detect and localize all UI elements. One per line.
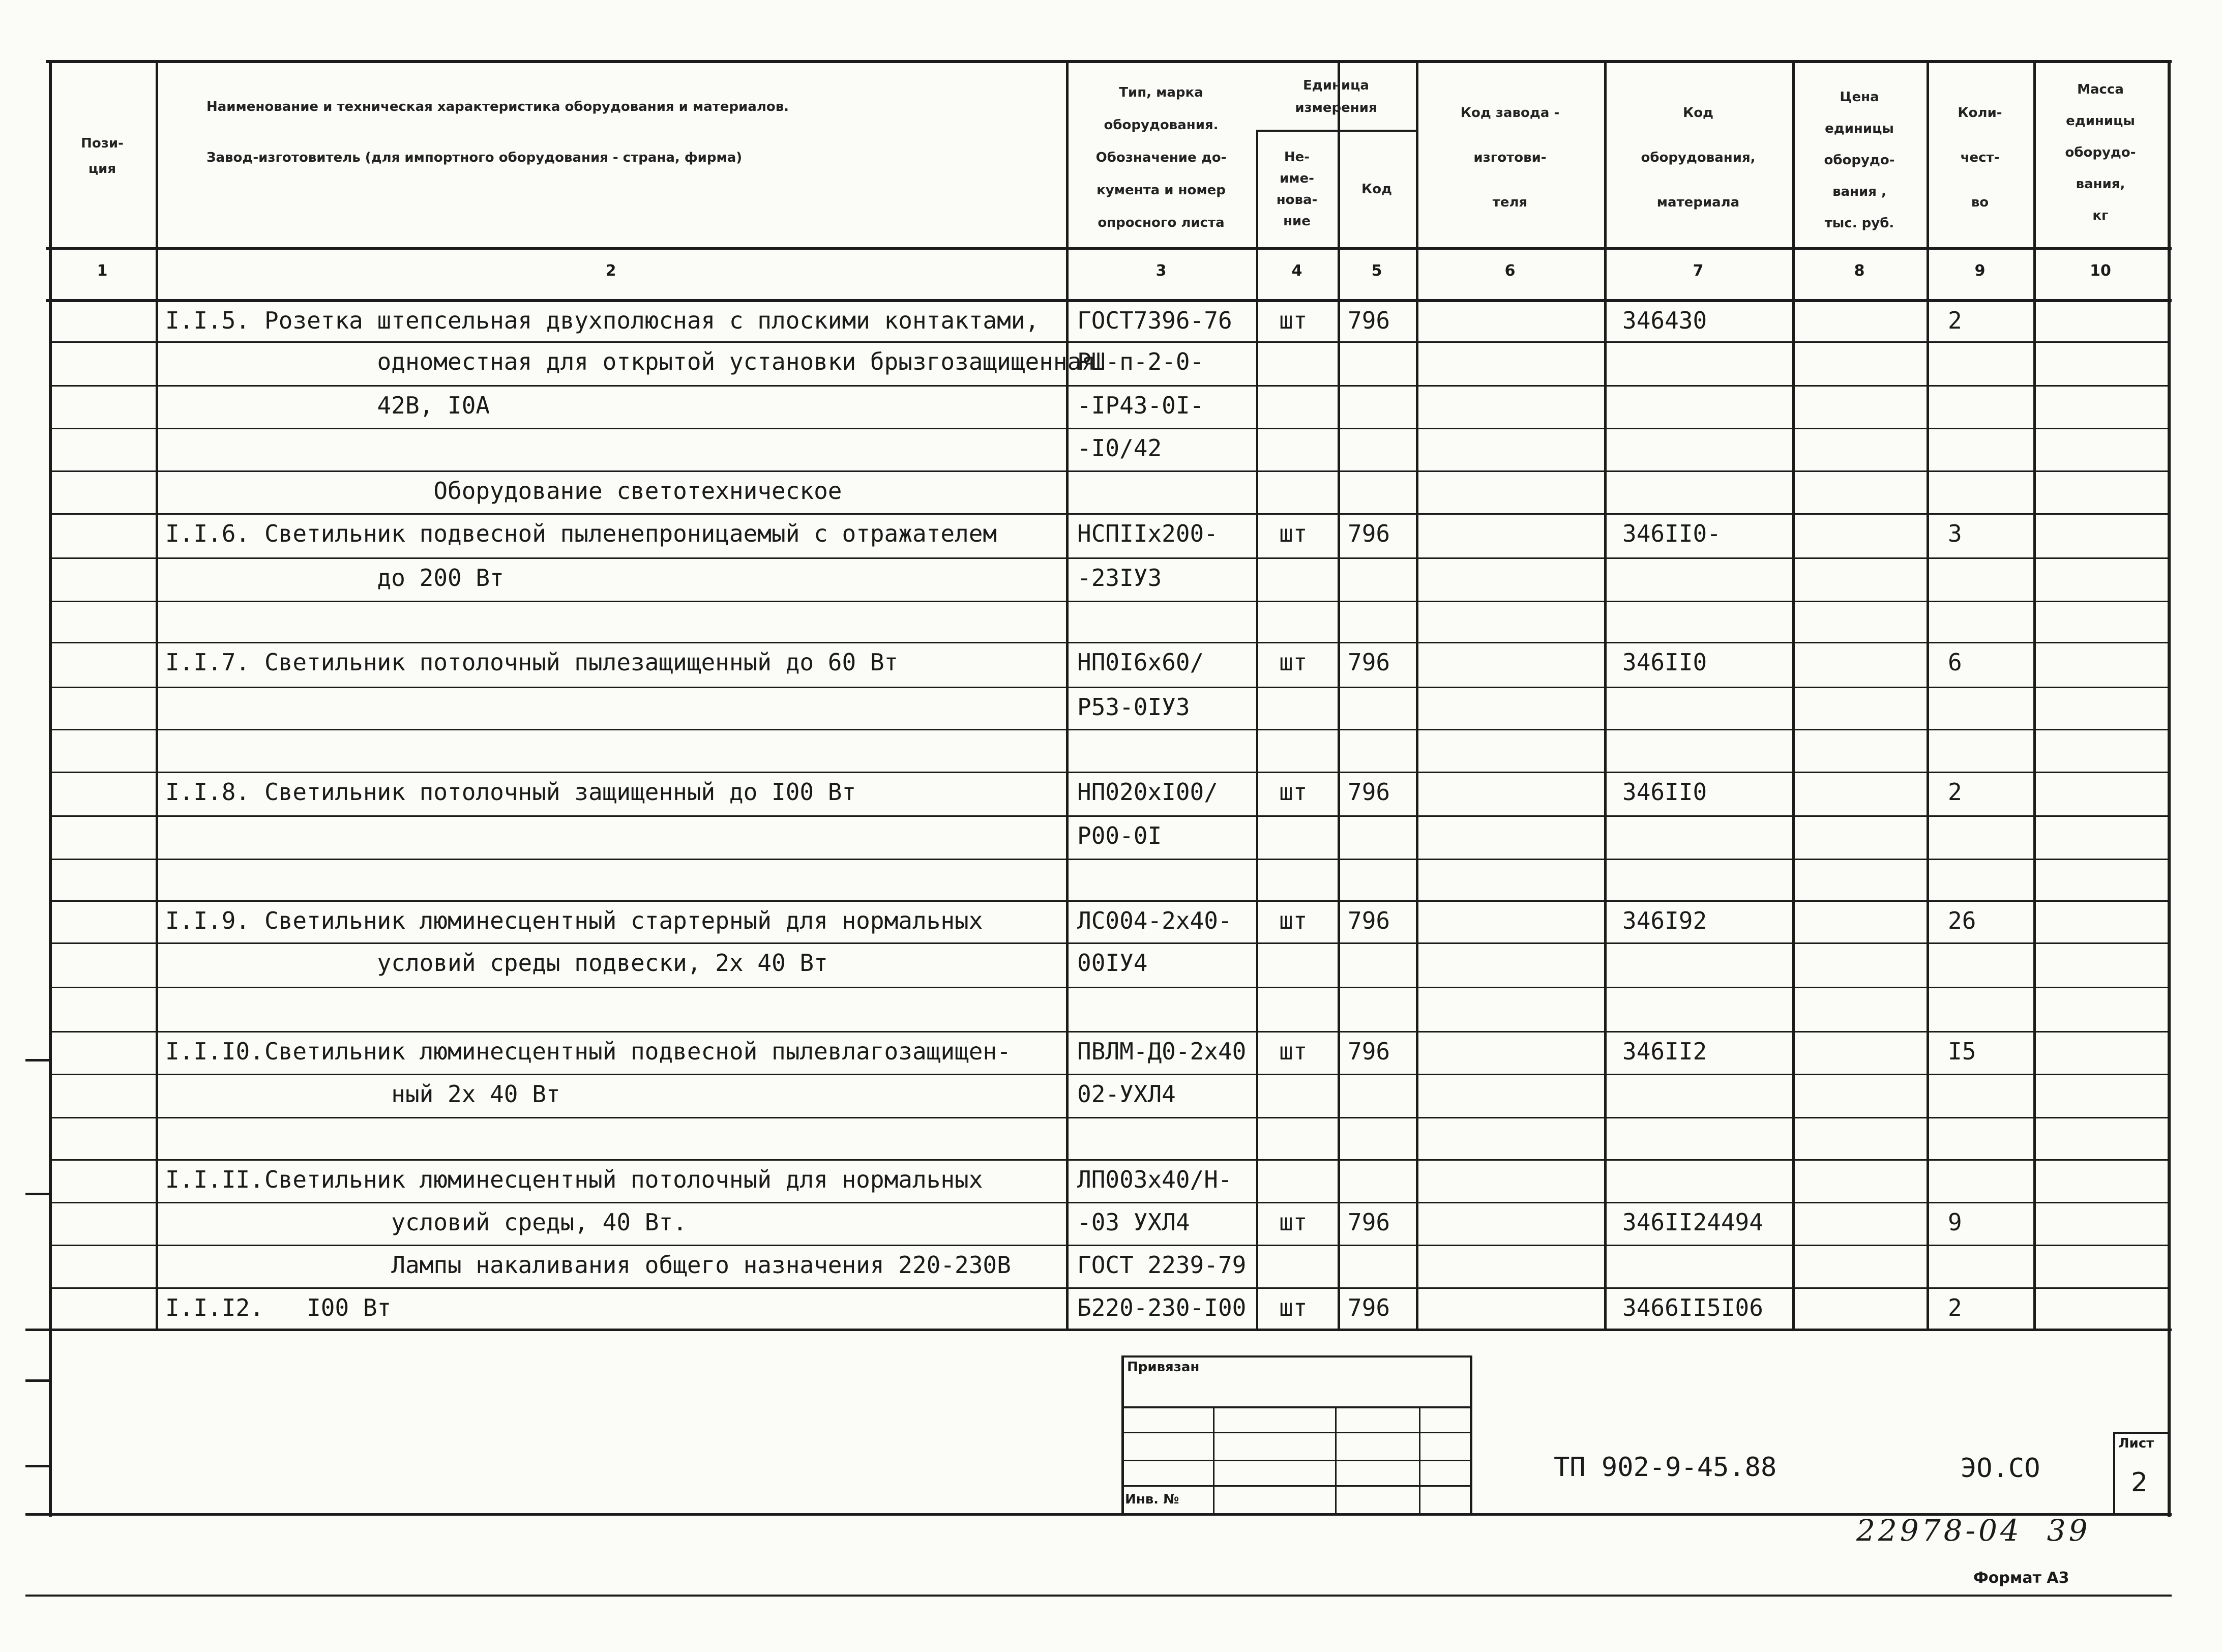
row-rule [49, 987, 2168, 988]
row-unit: шт [1279, 907, 1308, 934]
column-number: 5 [1371, 262, 1382, 280]
row-rule [49, 513, 2168, 515]
header-line: Наименование и техническая характеристика оборудования и материалов. [206, 99, 789, 114]
row-equipment-code: 346430 [1622, 307, 1707, 334]
margin-tick [25, 1193, 49, 1195]
row-name: одноместная для открытой установки брызгозащищенная [264, 348, 1095, 375]
row-rule [49, 601, 2168, 602]
row-position: I.I.II. [165, 1166, 264, 1193]
row-rule [49, 1245, 2168, 1246]
row-unit: шт [1279, 778, 1308, 806]
row-position: I.I.I2. [165, 1294, 264, 1321]
row-position: I.I.6. [165, 520, 250, 547]
row-equipment-code: 346II24494 [1622, 1208, 1763, 1236]
document-designation: ТП 902-9-45.88 [1554, 1452, 1777, 1483]
row-quantity: 2 [1948, 307, 1962, 334]
document-mark: ЭО.СО [1961, 1453, 2040, 1484]
row-unit-code: 796 [1348, 1208, 1390, 1236]
numbers-bottom-rule [46, 299, 2172, 302]
header-line: оборудования, [1641, 150, 1756, 165]
column-number: 6 [1504, 262, 1516, 280]
row-unit: шт [1279, 1294, 1308, 1321]
stamp-inv-label: Инв. № [1125, 1492, 1179, 1507]
row-quantity: 3 [1948, 520, 1962, 547]
header-line: ние [1283, 213, 1311, 229]
row-quantity: I5 [1948, 1038, 1976, 1065]
row-position: I.I.I0. [165, 1038, 264, 1065]
header-line: оборудо- [1824, 153, 1895, 168]
column-number: 1 [97, 262, 108, 280]
table-right-rule [2168, 60, 2171, 1329]
row-type: -IP43-0I- [1077, 392, 1204, 419]
row-type: ЛС004-2х40- [1077, 907, 1232, 934]
header-line: опросного листа [1098, 215, 1225, 230]
row-rule [49, 385, 2168, 387]
row-rule [49, 1031, 2168, 1032]
stamp-rule [1213, 1406, 1214, 1513]
row-quantity: 2 [1948, 778, 1962, 806]
header-line: во [1971, 195, 1989, 210]
header-line: Не- [1284, 149, 1310, 165]
header-line: Коли- [1958, 105, 2002, 121]
row-name: Розетка штепсельная двухполюсная с плоскими контактами, [264, 307, 1040, 334]
row-name: Светильник подвесной пыленепроницаемый с отражателем [264, 520, 997, 547]
row-unit: шт [1279, 648, 1308, 676]
header-mass [2033, 69, 2168, 237]
row-rule [49, 557, 2168, 559]
stamp-rule [1335, 1406, 1337, 1513]
row-type: Р00-0I [1077, 822, 1162, 849]
row-name: Светильник люминесцентный стартерный для нормальных [264, 907, 983, 934]
column-number: 2 [605, 262, 616, 280]
sheet-right-rule [2168, 1329, 2171, 1517]
row-name: Светильник люминесцентный подвесной пылевлагозащищен- [264, 1038, 1011, 1065]
row-rule [49, 341, 2168, 343]
row-rule [49, 642, 2168, 643]
header-line: материала [1656, 195, 1740, 210]
format-label: Формат А3 [1973, 1569, 2069, 1587]
row-name: условий среды подвески, 2х 40 Вт [264, 949, 828, 977]
row-type: -I0/42 [1077, 434, 1162, 462]
row-position: I.I.9. [165, 907, 250, 934]
stamp-rule [1419, 1406, 1420, 1513]
header-position [49, 64, 156, 248]
row-unit: шт [1279, 1208, 1308, 1236]
column-number: 3 [1156, 262, 1167, 280]
header-line: изготови- [1473, 150, 1547, 165]
row-equipment-code: 346II0- [1622, 520, 1721, 547]
header-line: Пози- [81, 135, 124, 151]
row-rule [49, 900, 2168, 902]
margin-tick [25, 1465, 49, 1467]
row-rule [49, 1202, 2168, 1203]
row-unit-code: 796 [1348, 307, 1390, 334]
stamp-rule [1121, 1355, 1472, 1358]
header-plant-code [1416, 76, 1604, 239]
row-type: Б220-230-I00 [1077, 1294, 1247, 1321]
row-rule [49, 1287, 2168, 1289]
row-name: Светильник люминесцентный потолочный для нормальных [264, 1166, 983, 1193]
column-number: 9 [1974, 262, 1986, 280]
header-line: ция [88, 161, 116, 176]
row-equipment-code: 346II0 [1622, 648, 1707, 676]
column-number: 4 [1291, 262, 1302, 280]
stamp-bound-label: Привязан [1127, 1360, 1200, 1375]
row-type: НП020хI00/ [1077, 778, 1218, 806]
row-type: 02-УХЛ4 [1077, 1080, 1176, 1108]
row-name: условий среды, 40 Вт. [264, 1208, 687, 1236]
row-equipment-code: 346II0 [1622, 778, 1707, 806]
header-line: Масса [2077, 82, 2124, 97]
header-line: оборудо- [2065, 145, 2136, 160]
header-line: Код [1682, 105, 1714, 121]
row-unit-code: 796 [1348, 1038, 1390, 1065]
row-rule [49, 815, 2168, 817]
row-name: до 200 Вт [264, 564, 504, 592]
row-unit: шт [1279, 520, 1308, 547]
margin-tick [25, 1059, 49, 1061]
header-name [156, 81, 1071, 183]
header-equip-code [1604, 76, 1792, 239]
page-bottom-rule [25, 1595, 2172, 1597]
header-line: единицы [2066, 113, 2135, 129]
row-position: I.I.7. [165, 648, 250, 676]
row-rule [49, 942, 2168, 944]
row-name: Светильник потолочный защищенный до I00 Вт [264, 778, 856, 806]
header-unit-group [1256, 64, 1416, 130]
row-quantity: 6 [1948, 648, 1962, 676]
header-line: Цена [1840, 90, 1879, 105]
header-unit-code [1338, 130, 1416, 248]
row-quantity: 9 [1948, 1208, 1962, 1236]
row-rule [49, 1074, 2168, 1075]
row-type: ЛП003х40/Н- [1077, 1166, 1232, 1193]
header-line: кг [2092, 208, 2109, 223]
row-position: I.I.5. [165, 307, 250, 334]
header-type [1066, 71, 1256, 244]
header-line: Код завода - [1460, 105, 1560, 121]
header-qty [1927, 76, 2033, 239]
header-line: чест- [1960, 150, 2000, 165]
row-unit-code: 796 [1348, 1294, 1390, 1321]
header-line: Завод-изготовитель (для импортного оборудования - страна, фирма) [206, 150, 743, 165]
column-number: 7 [1693, 262, 1704, 280]
sheet-bottom-rule [25, 1513, 2172, 1516]
stamp-rule [1121, 1355, 1124, 1514]
row-rule [49, 729, 2168, 730]
header-line: теля [1492, 195, 1528, 210]
row-type: Р53-0IУ3 [1077, 693, 1190, 721]
row-quantity: 26 [1948, 907, 1976, 934]
row-name: Оборудование светотехническое [264, 477, 842, 505]
row-rule [49, 1159, 2168, 1161]
row-type: ГОСТ7396-76 [1077, 307, 1232, 334]
row-type: ПВЛМ-Д0-2х40 [1077, 1038, 1247, 1065]
margin-tick [25, 1379, 49, 1382]
header-line: Код [1361, 181, 1393, 197]
header-line: име- [1280, 170, 1314, 186]
header-line: оборудования. [1104, 117, 1219, 133]
header-unit-name [1256, 130, 1338, 248]
row-unit-code: 796 [1348, 778, 1390, 806]
header-line: единицы [1825, 121, 1894, 136]
row-equipment-code: 346II2 [1622, 1038, 1707, 1065]
header-line: вания , [1832, 184, 1886, 199]
header-line: тыс. руб. [1824, 216, 1894, 231]
row-type: -03 УХЛ4 [1077, 1208, 1190, 1236]
column-number: 8 [1854, 262, 1865, 280]
header-line: нова- [1276, 192, 1318, 208]
row-unit: шт [1279, 307, 1308, 334]
row-type: НП0I6х60/ [1077, 648, 1204, 676]
header-line: Обозначение до- [1095, 150, 1227, 165]
stamp-rule [2113, 1432, 2169, 1434]
row-equipment-code: 346I92 [1622, 907, 1707, 934]
row-equipment-code: 3466II5I06 [1622, 1294, 1763, 1321]
row-name: 42В, I0А [264, 392, 490, 419]
row-type: ГОСТ 2239-79 [1077, 1251, 1247, 1279]
row-type: -23IУ3 [1077, 564, 1162, 592]
row-rule [49, 687, 2168, 688]
row-rule [49, 428, 2168, 429]
row-type: РШ-п-2-0- [1077, 348, 1204, 375]
sheet-label: Лист [2118, 1436, 2154, 1451]
row-unit-code: 796 [1348, 520, 1390, 547]
row-rule [49, 772, 2168, 773]
header-line: кумента и номер [1097, 183, 1226, 198]
row-rule [49, 470, 2168, 472]
row-name: Лампы накаливания общего назначения 220-230В [264, 1251, 1011, 1279]
row-name: I00 Вт [264, 1294, 392, 1321]
header-line: Единица [1303, 78, 1369, 93]
stamp-rule [2113, 1432, 2115, 1513]
row-type: 00IУ4 [1077, 949, 1148, 977]
sheet-number: 2 [2131, 1467, 2148, 1498]
header-line: Тип, марка [1119, 85, 1203, 100]
header-price [1792, 76, 1927, 244]
stamp-rule [1470, 1355, 1472, 1514]
table-bottom-rule [25, 1329, 2172, 1331]
row-name: ный 2х 40 Вт [264, 1080, 560, 1108]
row-unit-code: 796 [1348, 648, 1390, 676]
row-rule [49, 1117, 2168, 1118]
column-number: 10 [2090, 262, 2111, 280]
row-type: НСПIIх200- [1077, 520, 1218, 547]
header-line: измерения [1295, 100, 1377, 115]
row-rule [49, 859, 2168, 860]
row-position: I.I.8. [165, 778, 250, 806]
table-top-rule [46, 60, 2172, 63]
row-unit: шт [1279, 1038, 1308, 1065]
row-name: Светильник потолочный пылезащищенный до 60 Вт [264, 648, 899, 676]
header-line: вания, [2076, 176, 2125, 192]
sheet-left-rule [49, 1329, 52, 1517]
row-unit-code: 796 [1348, 907, 1390, 934]
row-quantity: 2 [1948, 1294, 1962, 1321]
handwritten-inventory-number: 22978-04 39 [1856, 1513, 2091, 1548]
